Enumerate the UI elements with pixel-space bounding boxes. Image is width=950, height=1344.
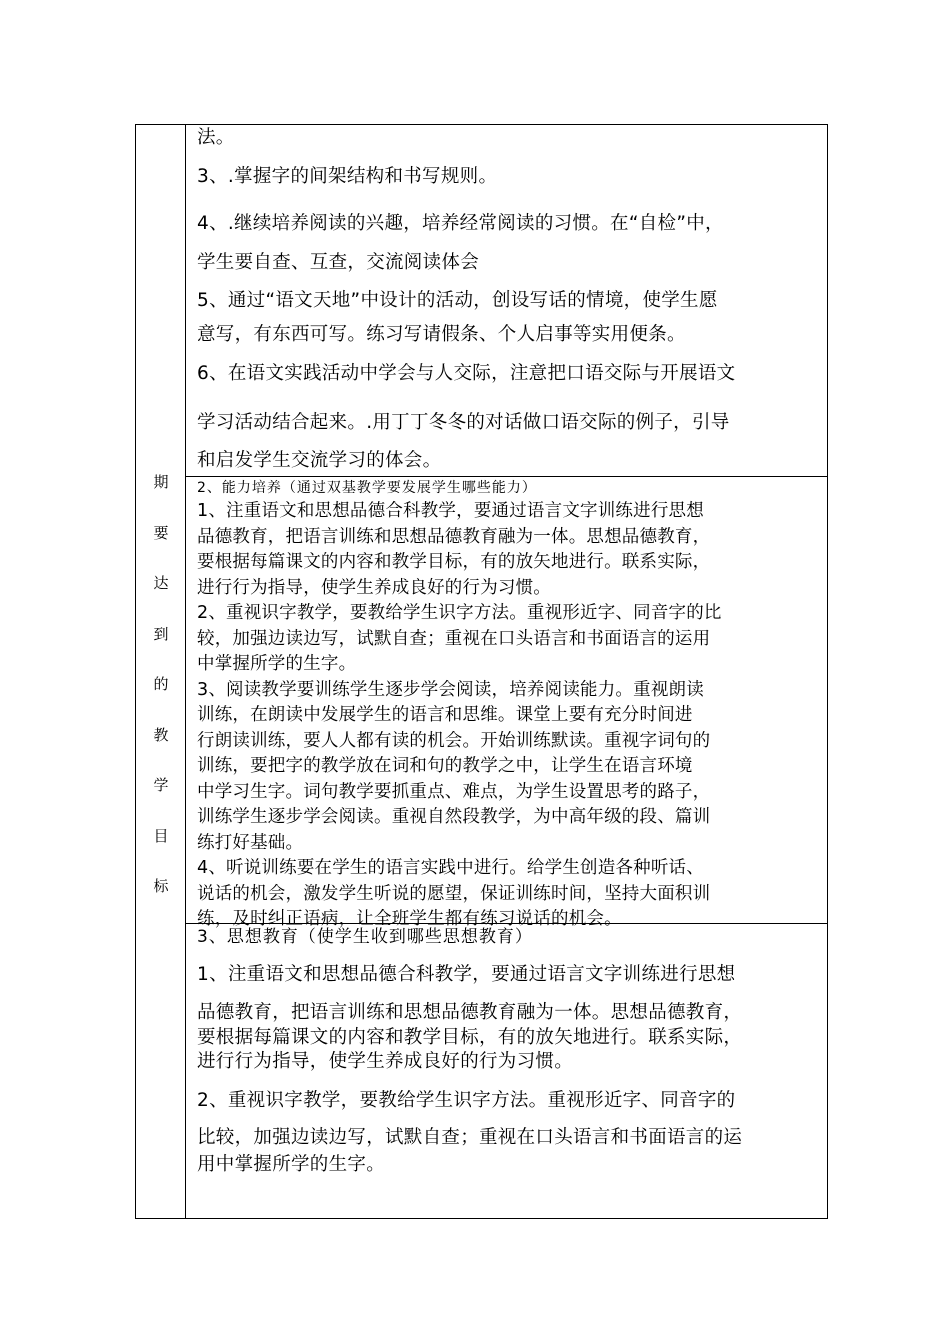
content-column [186, 125, 827, 1218]
text-line: 1、注重语文和思想品德合科教学，要通过语言文字训练进行思想 [197, 501, 704, 521]
label-char: 目 [153, 826, 169, 845]
text-line: 进行行为指导，使学生养成良好的行为习惯。 [197, 577, 551, 598]
label-char: 的 [153, 675, 169, 693]
label-char: 教 [153, 725, 169, 744]
text-line: 3、阅读教学要训练学生逐步学会阅读，培养阅读能力。重视朗读 [197, 679, 704, 700]
section-heading: 3、思想教育（使学生收到哪些思想教育） [197, 927, 533, 947]
text-line: 训练，要把字的教学放在词和句的教学之中，让学生在语言环境 [197, 756, 693, 776]
text-line: 用中掌握所学的生字。 [197, 1154, 386, 1175]
label-char: 学 [153, 776, 169, 794]
text-line: 学生要自查、互查，交流阅读体会 [197, 252, 480, 273]
text-line: 比较，加强边读边写，试默自查；重视在口头语言和书面语言的运 [197, 1127, 743, 1148]
text-line: 训练，在朗读中发展学生的语言和思维。课堂上要有充分时间进 [197, 705, 693, 725]
label-char: 达 [153, 574, 169, 592]
text-line: 品德教育，把语言训练和思想品德教育融为一体。思想品德教育， [197, 1002, 743, 1023]
knowledge-section [186, 125, 827, 476]
text-line: 6、在语文实践活动中学会与人交际，注意把口语交际与开展语文 [197, 363, 736, 384]
text-line: 2、重视识字教学，要教给学生识字方法。重视形近字、同音字的比 [197, 603, 722, 623]
text-line: 训练学生逐步学会阅读。重视自然段教学，为中高年级的段、篇训 [197, 807, 711, 827]
label-char: 要 [153, 523, 169, 542]
text-line: 练打好基础。 [197, 832, 304, 853]
text-line: 行朗读训练，要人人都有读的机会。开始训练默读。重视字词句的 [197, 730, 711, 751]
goals-table [135, 124, 828, 1219]
text-line: 5、通过“语文天地”中设计的活动，创设写话的情境，使学生愿 [197, 290, 718, 311]
text-line: 4、听说训练要在学生的语言实践中进行。给学生创造各种听话、 [197, 858, 704, 878]
text-line: 品德教育，把语言训练和思想品德教育融为一体。思想品德教育， [197, 526, 711, 547]
label-char: 到 [153, 624, 169, 643]
text-line: 练，及时纠正语病，让全班学生都有练习说话的机会。 [197, 909, 622, 929]
moral-section [186, 923, 827, 1220]
text-line: 较，加强边读边写，试默自查；重视在口头语言和书面语言的运用 [197, 628, 711, 649]
text-line: 3、.掌握字的间架结构和书写规则。 [197, 166, 498, 187]
section-heading: 2、能力培养（通过双基教学要发展学生哪些能力） [197, 480, 537, 496]
text-line: 进行行为指导，使学生养成良好的行为习惯。 [197, 1051, 574, 1072]
text-line: 意写，有东西可写。练习写请假条、个人启事等实用便条。 [197, 324, 686, 345]
vertical-label [136, 457, 186, 912]
text-line: 说话的机会，激发学生听说的愿望，保证训练时间，坚持大面积训 [197, 883, 711, 904]
text-line: 法。 [197, 127, 235, 148]
label-char: 标 [153, 877, 169, 895]
text-line: 学习活动结合起来。.用丁丁冬冬的对话做口语交际的例子，引导 [197, 412, 730, 433]
text-line: 和启发学生交流学习的体会。 [197, 450, 442, 471]
text-line: 中掌握所学的生字。 [197, 654, 357, 674]
text-line: 4、.继续培养阅读的兴趣，培养经常阅读的习惯。在“自检”中， [197, 213, 724, 234]
ability-section [186, 476, 827, 929]
label-char: 期 [153, 473, 169, 491]
text-line: 要根据每篇课文的内容和教学目标，有的放矢地进行。联系实际， [197, 552, 711, 572]
text-line: 中学习生字。词句教学要抓重点、难点，为学生设置思考的路子， [197, 781, 711, 802]
text-line: 要根据每篇课文的内容和教学目标，有的放矢地进行。联系实际， [197, 1027, 743, 1048]
label-column [136, 125, 186, 1218]
text-line: 2、重视识字教学，要教给学生识字方法。重视形近字、同音字的 [197, 1090, 736, 1111]
text-line: 1、注重语文和思想品德合科教学，要通过语言文字训练进行思想 [197, 964, 736, 985]
